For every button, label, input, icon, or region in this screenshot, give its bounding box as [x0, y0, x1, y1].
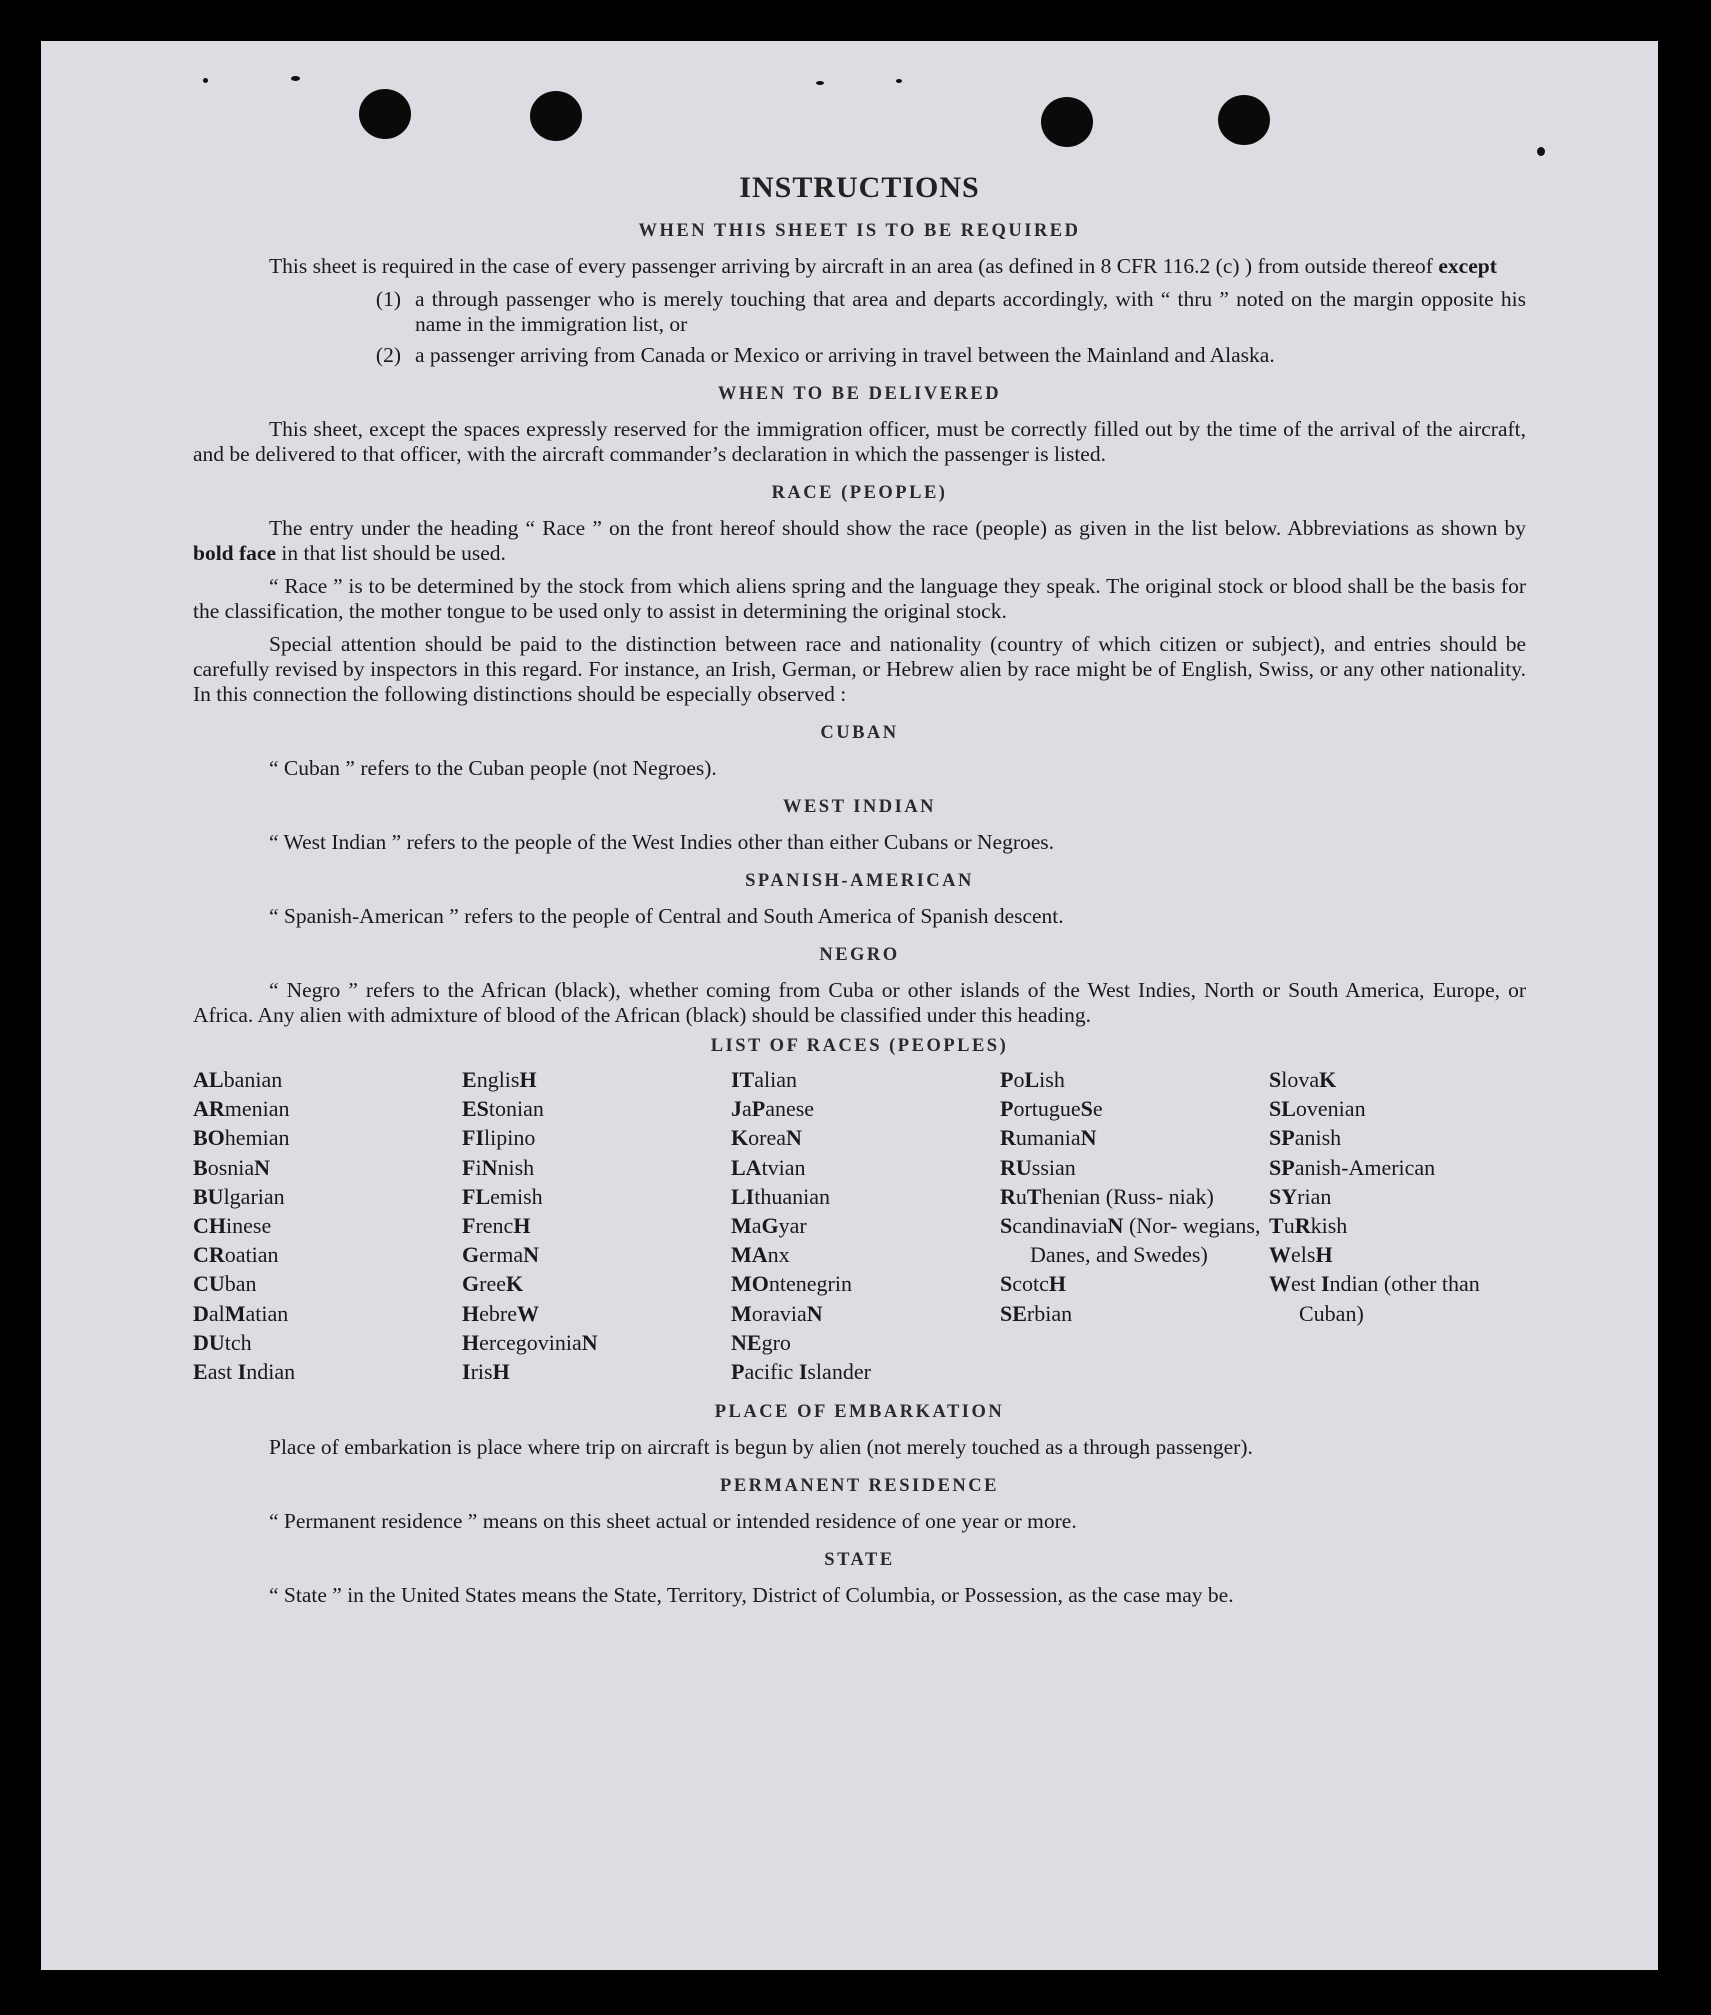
- race-abbrev-part: F: [462, 1213, 476, 1239]
- race-entry: [731, 1065, 1000, 1094]
- section-heading-negro: NEGRO: [819, 945, 900, 965]
- race-abbrev-part: R: [1000, 1183, 1016, 1209]
- race-text-part: gro: [761, 1329, 791, 1355]
- race-abbrev-part: FL: [462, 1183, 491, 1209]
- race-abbrev-part: G: [462, 1271, 480, 1297]
- race-entry: [731, 1123, 1000, 1152]
- race-abbrev-part: K: [505, 1271, 524, 1297]
- race-abbrev-part: NE: [731, 1329, 762, 1355]
- race-text-part: ortugue: [1013, 1096, 1081, 1122]
- race-text-part: tvian: [761, 1154, 806, 1180]
- race-entry: [731, 1357, 1000, 1386]
- residence-paragraph: “ Permanent residence ” means on this sheet actual or intended residence of one year or more.: [269, 1509, 1077, 1534]
- item-text: a passenger arriving from Canada or Mexico or arriving in travel between the Mainland and Alaska.: [415, 343, 1275, 367]
- race-abbrev-part: I: [237, 1359, 247, 1385]
- race-abbrev-part: M: [731, 1300, 752, 1326]
- race-text-part: est: [1291, 1271, 1321, 1297]
- race-column: [193, 1065, 462, 1386]
- race-text-part: lova: [1281, 1067, 1320, 1092]
- race-abbrev-part: N: [785, 1125, 802, 1151]
- race-entry: [462, 1123, 731, 1152]
- race-abbrev-part: I: [462, 1359, 471, 1385]
- race-text-part: al: [208, 1300, 225, 1326]
- race-text-part: u: [1283, 1213, 1295, 1239]
- race-text-part: ast: [207, 1359, 238, 1385]
- race-text-part: lgarian: [223, 1183, 285, 1209]
- race-entry: [1000, 1269, 1269, 1298]
- race-abbrev-part: SP: [1269, 1154, 1295, 1180]
- race-abbrev-part: N: [523, 1242, 539, 1268]
- section-heading-west-indian: WEST INDIAN: [782, 797, 937, 817]
- race-text-part: umania: [1015, 1125, 1081, 1151]
- race-entry: [1000, 1123, 1269, 1152]
- race-text-part: osnia: [207, 1154, 255, 1180]
- race-text-part: thuanian: [754, 1183, 831, 1209]
- race-entry: [193, 1094, 462, 1123]
- section-heading-residence: PERMANENT RESIDENCE: [720, 1476, 999, 1497]
- race-entry: [193, 1065, 462, 1094]
- race-abbrev-part: K: [731, 1125, 749, 1151]
- race-abbrev-part: BU: [193, 1183, 224, 1209]
- race-abbrev-part: I: [1320, 1271, 1330, 1297]
- race-abbrev-part: SP: [1269, 1125, 1295, 1151]
- race-entry: [1269, 1211, 1538, 1240]
- race-abbrev-part: FI: [462, 1125, 484, 1151]
- race-entry: [1000, 1153, 1269, 1182]
- race-abbrev-part: N: [806, 1300, 823, 1326]
- race-entry: [731, 1211, 1000, 1240]
- race-entry: [1269, 1153, 1538, 1182]
- race-entry: [731, 1328, 1000, 1357]
- race-column: [731, 1065, 1000, 1386]
- race-abbrev-part: L: [1024, 1067, 1040, 1092]
- race-abbrev-part: D: [193, 1300, 209, 1326]
- race-entry: [462, 1094, 731, 1123]
- punch-hole: [1218, 95, 1270, 145]
- race-paragraph-1: [193, 516, 1526, 566]
- race-entry: [193, 1328, 462, 1357]
- race-abbrev-part: T: [1269, 1213, 1284, 1239]
- race-entry: [462, 1269, 731, 1298]
- race-entry: [462, 1182, 731, 1211]
- race-abbrev-part: P: [1000, 1096, 1014, 1122]
- race-entry: [462, 1065, 731, 1094]
- west-indian-paragraph: “ West Indian ” refers to the people of the West Indies other than either Cubans or Negroes.: [269, 830, 1055, 854]
- race-text-part: renc: [475, 1213, 514, 1239]
- speck: [816, 81, 824, 85]
- list-item: [193, 343, 1526, 368]
- race-entry: [1000, 1065, 1269, 1094]
- race-abbrev-part: IT: [731, 1067, 755, 1092]
- item-number: (1): [375, 287, 401, 311]
- race-text-part: candinavia: [1012, 1213, 1108, 1239]
- race-column: [1269, 1065, 1538, 1386]
- race-abbrev-part: W: [1269, 1271, 1291, 1297]
- race-abbrev-part: T: [1026, 1183, 1042, 1209]
- race-text-part: tch: [224, 1329, 252, 1355]
- race-text-part: emish: [490, 1183, 543, 1209]
- race-abbrev-part: RU: [1000, 1154, 1032, 1180]
- required-text: This sheet is required in the case of every passenger arriving by aircraft in an area (as defined in 8 CFR 116.2 (c) ) from outside thereof: [269, 254, 1433, 278]
- race-text-part: ndian: [246, 1359, 296, 1385]
- race-abbrev-part: ES: [462, 1096, 489, 1122]
- race-abbrev-part: P: [751, 1096, 766, 1122]
- state-paragraph: “ State ” in the United States means the State, Territory, District of Columbia, or Possession, as the case may be.: [269, 1583, 1234, 1608]
- page-title: INSTRUCTIONS: [739, 171, 980, 204]
- race-entry: [1000, 1299, 1269, 1328]
- race-entry: [193, 1211, 462, 1240]
- race-column: [1000, 1065, 1269, 1386]
- race-abbrev-part: M: [224, 1300, 246, 1326]
- section-heading-spanish-american: SPANISH-AMERICAN: [745, 871, 974, 891]
- race-text-part: ndian (other than Cuban): [1299, 1271, 1480, 1326]
- race-entry: [1269, 1094, 1538, 1123]
- race-text-part: acific: [744, 1359, 799, 1385]
- race-text-part: lipino: [484, 1125, 536, 1151]
- race-text-part: oravia: [751, 1300, 807, 1326]
- race-text: in that list should be used.: [281, 541, 506, 565]
- race-abbrev-part: LI: [731, 1183, 755, 1209]
- section-heading-state: STATE: [824, 1550, 895, 1571]
- punch-hole: [1041, 97, 1093, 147]
- race-abbrev-part: SE: [1000, 1300, 1027, 1326]
- race-entry: [193, 1299, 462, 1328]
- race-text-part: u: [1015, 1183, 1027, 1209]
- list-item: [193, 287, 1526, 337]
- document-page: [41, 41, 1658, 1970]
- race-text-part: ish: [1039, 1067, 1065, 1092]
- race-abbrev-part: N: [481, 1154, 498, 1180]
- race-text: The entry under the heading “ Race ” on the front hereof should show the race (people) as given in the list below. Abbreviations as shown by: [269, 516, 1526, 540]
- race-abbrev-part: M: [731, 1213, 752, 1239]
- race-abbrev-part: W: [1269, 1242, 1291, 1268]
- item-number: (2): [375, 343, 401, 367]
- race-entry: [1000, 1182, 1269, 1211]
- race-text-part: nglis: [476, 1067, 520, 1092]
- race-abbrev-part: I: [798, 1359, 808, 1385]
- race-entry: [462, 1357, 731, 1386]
- race-text-part: cotc: [1012, 1271, 1049, 1297]
- race-text-part: rbian: [1026, 1300, 1073, 1326]
- embarkation-paragraph: Place of embarkation is place where trip on aircraft is begun by alien (not merely touched as a through passenger).: [269, 1435, 1253, 1460]
- race-text-part: e: [1092, 1096, 1103, 1122]
- race-text-part: rian: [1297, 1183, 1332, 1209]
- race-entry: [462, 1211, 731, 1240]
- negro-paragraph: “ Negro ” refers to the African (black), whether coming from Cuba or other islands of the West Indies, North or South America, Europe, or Africa. Any alien with admixture of blood of the African (black) should be classified under this heading.: [193, 978, 1526, 1027]
- punch-hole: [530, 91, 582, 141]
- race-text-part: anese: [765, 1096, 815, 1122]
- race-entry: [1269, 1182, 1538, 1211]
- race-text-part: oatian: [224, 1242, 279, 1268]
- race-abbrev-part: W: [516, 1300, 539, 1326]
- race-abbrev-part: P: [1000, 1067, 1014, 1092]
- race-text-part: nx: [767, 1242, 790, 1268]
- race-text-part: ree: [479, 1271, 506, 1297]
- race-entry: [731, 1240, 1000, 1269]
- race-abbrev-part: S: [1000, 1271, 1013, 1297]
- race-abbrev-part: AL: [193, 1067, 224, 1092]
- delivered-paragraph: This sheet, except the spaces expressly reserved for the immigration officer, must be correctly filled out by the time of the arrival of the aircraft, and be delivered to that officer, with the aircraft commander’s declaration in which the passenger is listed.: [193, 417, 1526, 466]
- race-entry: [1000, 1211, 1269, 1269]
- race-abbrev-part: SY: [1269, 1183, 1298, 1209]
- race-entry: [731, 1269, 1000, 1298]
- race-abbrev-part: R: [1000, 1125, 1016, 1151]
- race-text-part: nish: [497, 1154, 535, 1180]
- cuban-paragraph: “ Cuban ” refers to the Cuban people (not Negroes).: [269, 756, 717, 780]
- race-entry: [462, 1299, 731, 1328]
- bold-face-text: bold face: [193, 541, 277, 565]
- section-heading-list: LIST OF RACES (PEOPLES): [710, 1036, 1009, 1056]
- race-text-part: ris: [470, 1359, 493, 1385]
- race-text-part: ntenegrin: [768, 1271, 852, 1297]
- race-text-part: ercegovinia: [479, 1329, 582, 1355]
- section-heading-required: WHEN THIS SHEET IS TO BE REQUIRED: [638, 221, 1081, 241]
- race-abbrev-part: AR: [193, 1096, 225, 1122]
- race-abbrev-part: CU: [193, 1271, 225, 1297]
- race-text-part: ban: [224, 1271, 257, 1297]
- document-body: [193, 171, 1526, 1616]
- race-abbrev-part: P: [731, 1359, 745, 1385]
- race-text-part: els: [1291, 1242, 1316, 1268]
- race-abbrev-part: E: [193, 1359, 208, 1385]
- race-entry: [1269, 1123, 1538, 1152]
- race-abbrev-part: S: [1080, 1096, 1093, 1122]
- speck: [1537, 147, 1545, 156]
- race-text-part: henian (Russ- niak): [1041, 1183, 1214, 1209]
- race-abbrev-part: H: [1315, 1242, 1333, 1268]
- race-abbrev-part: N: [1107, 1213, 1124, 1239]
- race-abbrev-part: S: [1000, 1213, 1013, 1239]
- race-abbrev-part: S: [1269, 1067, 1282, 1092]
- race-abbrev-part: E: [462, 1067, 477, 1092]
- race-entry: [193, 1123, 462, 1152]
- race-entry: [731, 1299, 1000, 1328]
- race-abbrev-part: J: [731, 1096, 742, 1122]
- race-text-part: o: [1013, 1067, 1025, 1092]
- race-abbrev-part: H: [1048, 1271, 1067, 1297]
- race-abbrev-part: BO: [193, 1125, 225, 1151]
- section-heading-embarkation: PLACE OF EMBARKATION: [714, 1402, 1005, 1423]
- section-heading-cuban: CUBAN: [820, 723, 899, 743]
- race-text-part: yar: [778, 1213, 807, 1239]
- race-text-part: a: [742, 1096, 752, 1122]
- race-abbrev-part: DU: [193, 1329, 225, 1355]
- section-heading-delivered: WHEN TO BE DELIVERED: [717, 384, 1002, 404]
- race-entry: [193, 1357, 462, 1386]
- race-paragraph-3: Special attention should be paid to the distinction between race and nationality (country of which citizen or subject), and entries should be carefully revised by inspectors in this regard. For instance, an Irish, German, or Hebrew alien by race might be of English, Swiss, or any other nationality. In this connection the following distinctions should be especially observed :: [193, 632, 1526, 706]
- except-word: except: [1438, 254, 1497, 278]
- item-text: a through passenger who is merely touching that area and departs accordingly, with “ thru ” noted on the margin opposite his name in the immigration list, or: [415, 287, 1526, 336]
- race-abbrev-part: R: [1294, 1213, 1311, 1239]
- speck: [291, 76, 300, 81]
- race-abbrev-part: H: [462, 1300, 480, 1326]
- race-abbrev-part: F: [462, 1154, 476, 1180]
- race-text-part: tonian: [488, 1096, 544, 1122]
- race-text-part: kish: [1310, 1213, 1348, 1239]
- race-abbrev-part: CH: [193, 1213, 226, 1239]
- required-paragraph: [193, 254, 1526, 279]
- race-entry: [193, 1182, 462, 1211]
- race-entry: [462, 1240, 731, 1269]
- race-text-part: i: [475, 1154, 482, 1180]
- race-abbrev-part: N: [1080, 1125, 1097, 1151]
- race-entry: [193, 1269, 462, 1298]
- race-abbrev-part: H: [513, 1213, 531, 1239]
- race-abbrev-part: MO: [731, 1271, 769, 1297]
- race-abbrev-part: G: [761, 1213, 779, 1239]
- race-text-part: slander: [807, 1359, 871, 1385]
- race-entry: [1000, 1094, 1269, 1123]
- race-entry: [731, 1094, 1000, 1123]
- race-text-part: banian: [223, 1067, 283, 1092]
- race-entry: [731, 1153, 1000, 1182]
- race-entry: [462, 1153, 731, 1182]
- speck: [203, 78, 208, 83]
- race-paragraph-2: “ Race ” is to be determined by the stock from which aliens spring and the language they speak. The original stock or blood shall be the basis for the classification, the mother tongue to be used only to assist in determining the original stock.: [193, 574, 1526, 623]
- punch-hole: [359, 89, 411, 139]
- race-entry: [1269, 1065, 1538, 1094]
- race-entry: [462, 1328, 731, 1357]
- race-abbrev-part: MA: [731, 1242, 768, 1268]
- race-abbrev-part: G: [462, 1242, 480, 1268]
- races-list: [193, 1065, 1526, 1386]
- race-entry: [193, 1240, 462, 1269]
- race-abbrev-part: LA: [731, 1154, 762, 1180]
- race-text-part: ovenian: [1295, 1096, 1366, 1122]
- race-text-part: hemian: [224, 1125, 290, 1151]
- speck: [896, 79, 902, 83]
- race-abbrev-part: H: [519, 1067, 537, 1092]
- spanish-american-paragraph: “ Spanish-American ” refers to the people of Central and South America of Spanish descent.: [269, 904, 1064, 928]
- race-text-part: inese: [226, 1213, 272, 1239]
- race-text-part: a: [751, 1213, 762, 1239]
- race-text-part: (Nor- wegians, Danes, and Swedes): [1030, 1213, 1261, 1268]
- race-entry: [731, 1182, 1000, 1211]
- race-abbrev-part: K: [1319, 1067, 1337, 1092]
- race-abbrev-part: B: [193, 1154, 208, 1180]
- race-text-part: anish-American: [1294, 1154, 1436, 1180]
- section-heading-race: RACE (PEOPLE): [771, 483, 948, 503]
- race-abbrev-part: N: [581, 1329, 598, 1355]
- race-text-part: anish: [1294, 1125, 1342, 1151]
- race-entry: [193, 1153, 462, 1182]
- race-text-part: alian: [754, 1067, 798, 1092]
- race-entry: [1269, 1269, 1538, 1327]
- race-text-part: ebre: [479, 1300, 517, 1326]
- race-text-part: orea: [748, 1125, 786, 1151]
- race-abbrev-part: N: [254, 1154, 271, 1180]
- race-abbrev-part: SL: [1269, 1096, 1296, 1122]
- race-column: [462, 1065, 731, 1386]
- race-text-part: menian: [224, 1096, 290, 1122]
- race-text-part: atian: [245, 1300, 289, 1326]
- race-text-part: ssian: [1031, 1154, 1076, 1180]
- race-abbrev-part: H: [492, 1359, 510, 1385]
- race-entry: [1269, 1240, 1538, 1269]
- race-abbrev-part: CR: [193, 1242, 225, 1268]
- race-text-part: erma: [479, 1242, 524, 1268]
- race-abbrev-part: H: [462, 1329, 480, 1355]
